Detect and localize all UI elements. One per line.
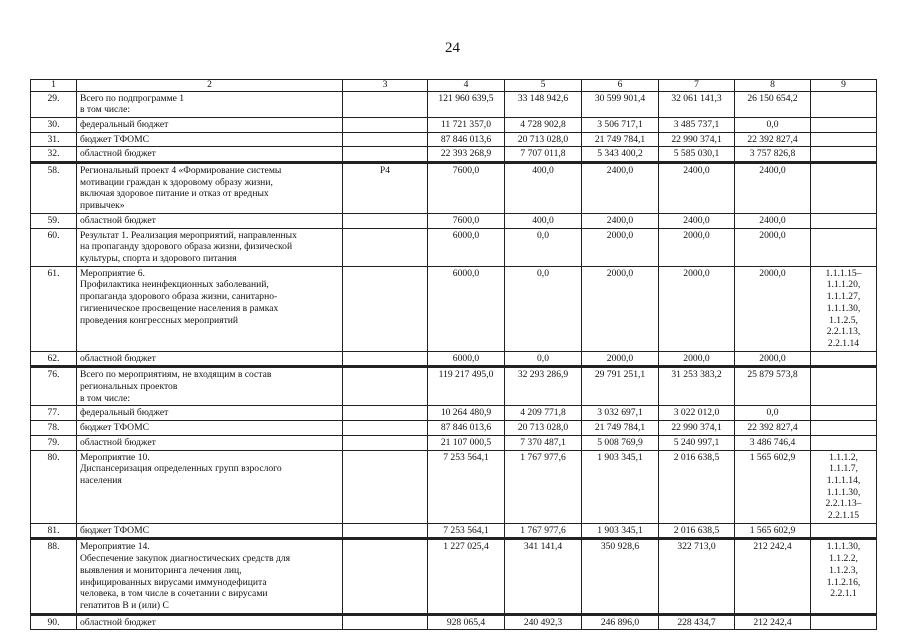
value-col8-cell: 0,0 — [735, 117, 811, 132]
value-col4-cell: 119 217 495,0 — [428, 367, 505, 406]
value-col5-cell: 32 293 286,9 — [505, 367, 582, 406]
row-name-cell: бюджет ТФОМС — [77, 523, 343, 539]
row-name-cell: Всего по мероприятиям, не входящим в состав региональных проектов в том числе: — [77, 367, 343, 406]
row-reference-cell — [811, 406, 877, 421]
value-col5-cell: 341 141,4 — [505, 539, 582, 614]
row-reference-cell: 1.1.1.30, 1.1.2.2, 1.1.2.3, 1.1.2.16, 2.2.1.1 — [811, 539, 877, 614]
row-number-cell: 78. — [31, 421, 77, 436]
value-col7-cell: 22 990 374,1 — [659, 421, 735, 436]
row-reference-cell — [811, 132, 877, 147]
row-number-cell: 58. — [31, 163, 77, 214]
budget-table — [30, 79, 877, 630]
table-row — [31, 406, 877, 421]
row-reference-cell — [811, 435, 877, 450]
row-code-cell — [343, 406, 428, 421]
header-row — [31, 80, 877, 92]
row-reference-cell — [811, 117, 877, 132]
row-reference-cell — [811, 367, 877, 406]
value-col4-cell: 87 846 013,6 — [428, 421, 505, 436]
row-code-cell — [343, 213, 428, 228]
row-number-cell: 76. — [31, 367, 77, 406]
table-row — [31, 91, 877, 117]
value-col6-cell: 2400,0 — [582, 163, 659, 214]
row-number-cell: 80. — [31, 450, 77, 523]
page-number: 24 — [445, 40, 460, 56]
row-number-cell: 79. — [31, 435, 77, 450]
row-number-cell: 81. — [31, 523, 77, 539]
row-number-cell: 90. — [31, 614, 77, 630]
table-row — [31, 351, 877, 367]
table-row — [31, 163, 877, 214]
row-code-cell — [343, 351, 428, 367]
table-row — [31, 132, 877, 147]
value-col8-cell: 2400,0 — [735, 213, 811, 228]
value-col8-cell: 1 565 602,9 — [735, 523, 811, 539]
value-col6-cell: 2000,0 — [582, 351, 659, 367]
value-col4-cell: 87 846 013,6 — [428, 132, 505, 147]
value-col8-cell: 22 392 827,4 — [735, 421, 811, 436]
row-code-cell — [343, 523, 428, 539]
row-name-cell: Всего по подпрограмме 1 в том числе: — [77, 91, 343, 117]
table-row — [31, 266, 877, 351]
header-cell: 2 — [77, 80, 343, 92]
value-col4-cell: 22 393 268,9 — [428, 147, 505, 163]
value-col6-cell: 2000,0 — [582, 228, 659, 266]
value-col6-cell: 350 928,6 — [582, 539, 659, 614]
value-col8-cell: 0,0 — [735, 406, 811, 421]
table-row — [31, 421, 877, 436]
value-col5-cell: 400,0 — [505, 163, 582, 214]
value-col8-cell: 25 879 573,8 — [735, 367, 811, 406]
value-col4-cell: 928 065,4 — [428, 614, 505, 630]
value-col7-cell: 2000,0 — [659, 351, 735, 367]
value-col4-cell: 7 253 564,1 — [428, 450, 505, 523]
row-name-cell: бюджет ТФОМС — [77, 421, 343, 436]
value-col8-cell: 2000,0 — [735, 266, 811, 351]
value-col6-cell: 2000,0 — [582, 266, 659, 351]
row-code-cell — [343, 91, 428, 117]
row-name-cell: федеральный бюджет — [77, 117, 343, 132]
row-name-cell: Результат 1. Реализация мероприятий, направленных на пропаганду здорового образа жизни, физической культуры, спорта и здорового питания — [77, 228, 343, 266]
row-code-cell — [343, 435, 428, 450]
value-col7-cell: 2 016 638,5 — [659, 523, 735, 539]
header-cell: 7 — [659, 80, 735, 92]
row-number-cell: 31. — [31, 132, 77, 147]
value-col4-cell: 6000,0 — [428, 266, 505, 351]
value-col7-cell: 5 585 030,1 — [659, 147, 735, 163]
value-col8-cell: 2000,0 — [735, 351, 811, 367]
row-name-cell: областной бюджет — [77, 213, 343, 228]
value-col8-cell: 212 242,4 — [735, 539, 811, 614]
row-code-cell — [343, 421, 428, 436]
row-name-cell: Мероприятие 10. Диспансеризация определенных групп взрослого населения — [77, 450, 343, 523]
row-reference-cell: 1.1.1.2, 1.1.1.7, 1.1.1.14, 1.1.1.30, 2.2.1.13–2.2.1.15 — [811, 450, 877, 523]
value-col6-cell: 3 506 717,1 — [582, 117, 659, 132]
value-col5-cell: 4 209 771,8 — [505, 406, 582, 421]
value-col4-cell: 6000,0 — [428, 228, 505, 266]
row-number-cell: 30. — [31, 117, 77, 132]
value-col7-cell: 2000,0 — [659, 228, 735, 266]
row-name-cell: областной бюджет — [77, 435, 343, 450]
value-col5-cell: 0,0 — [505, 266, 582, 351]
header-cell: 4 — [428, 80, 505, 92]
value-col5-cell: 400,0 — [505, 213, 582, 228]
value-col7-cell: 2000,0 — [659, 266, 735, 351]
row-code-cell — [343, 266, 428, 351]
header-cell: 8 — [735, 80, 811, 92]
row-code-cell — [343, 147, 428, 163]
value-col7-cell: 22 990 374,1 — [659, 132, 735, 147]
row-reference-cell — [811, 523, 877, 539]
row-number-cell: 60. — [31, 228, 77, 266]
header-cell: 6 — [582, 80, 659, 92]
header-cell: 5 — [505, 80, 582, 92]
row-number-cell: 61. — [31, 266, 77, 351]
header-cell: 3 — [343, 80, 428, 92]
value-col8-cell: 22 392 827,4 — [735, 132, 811, 147]
table-row — [31, 228, 877, 266]
value-col4-cell: 21 107 000,5 — [428, 435, 505, 450]
value-col4-cell: 7 253 564,1 — [428, 523, 505, 539]
value-col4-cell: 7600,0 — [428, 163, 505, 214]
table-row — [31, 213, 877, 228]
row-code-cell — [343, 450, 428, 523]
value-col8-cell: 3 486 746,4 — [735, 435, 811, 450]
value-col7-cell: 322 713,0 — [659, 539, 735, 614]
value-col5-cell: 240 492,3 — [505, 614, 582, 630]
value-col7-cell: 2 016 638,5 — [659, 450, 735, 523]
value-col5-cell: 0,0 — [505, 351, 582, 367]
row-number-cell: 77. — [31, 406, 77, 421]
table-row — [31, 523, 877, 539]
row-code-cell: P4 — [343, 163, 428, 214]
table-row — [31, 147, 877, 163]
value-col5-cell: 1 767 977,6 — [505, 523, 582, 539]
value-col8-cell: 1 565 602,9 — [735, 450, 811, 523]
row-name-cell: областной бюджет — [77, 351, 343, 367]
row-number-cell: 29. — [31, 91, 77, 117]
value-col7-cell: 228 434,7 — [659, 614, 735, 630]
row-code-cell — [343, 132, 428, 147]
value-col7-cell: 3 022 012,0 — [659, 406, 735, 421]
value-col8-cell: 26 150 654,2 — [735, 91, 811, 117]
value-col5-cell: 0,0 — [505, 228, 582, 266]
value-col6-cell: 3 032 697,1 — [582, 406, 659, 421]
row-name-cell: областной бюджет — [77, 614, 343, 630]
value-col5-cell: 33 148 942,6 — [505, 91, 582, 117]
table-row — [31, 614, 877, 630]
value-col6-cell: 21 749 784,1 — [582, 132, 659, 147]
row-reference-cell: 1.1.1.15–1.1.1.20, 1.1.1.27, 1.1.1.30, 1.1.2.5, 2.2.1.13, 2.2.1.14 — [811, 266, 877, 351]
value-col8-cell: 2000,0 — [735, 228, 811, 266]
value-col7-cell: 2400,0 — [659, 213, 735, 228]
row-number-cell: 32. — [31, 147, 77, 163]
value-col6-cell: 1 903 345,1 — [582, 523, 659, 539]
row-name-cell: Мероприятие 6. Профилактика неинфекционных заболеваний, пропаганда здорового образа жизни, санитарно- гигиеническое просвещение населения в рамках проведения конгрессных мероприятий — [77, 266, 343, 351]
value-col6-cell: 5 008 769,9 — [582, 435, 659, 450]
value-col7-cell: 5 240 997,1 — [659, 435, 735, 450]
value-col5-cell: 20 713 028,0 — [505, 421, 582, 436]
table-row — [31, 539, 877, 614]
row-number-cell: 62. — [31, 351, 77, 367]
value-col4-cell: 6000,0 — [428, 351, 505, 367]
table-row — [31, 367, 877, 406]
value-col6-cell: 2400,0 — [582, 213, 659, 228]
value-col8-cell: 3 757 826,8 — [735, 147, 811, 163]
row-number-cell: 59. — [31, 213, 77, 228]
value-col6-cell: 5 343 400,2 — [582, 147, 659, 163]
value-col8-cell: 212 242,4 — [735, 614, 811, 630]
table-row — [31, 117, 877, 132]
row-code-cell — [343, 228, 428, 266]
value-col5-cell: 1 767 977,6 — [505, 450, 582, 523]
row-reference-cell — [811, 147, 877, 163]
value-col4-cell: 11 721 357,0 — [428, 117, 505, 132]
value-col4-cell: 1 227 025,4 — [428, 539, 505, 614]
value-col7-cell: 32 061 141,3 — [659, 91, 735, 117]
row-name-cell: бюджет ТФОМС — [77, 132, 343, 147]
row-code-cell — [343, 614, 428, 630]
row-name-cell: областной бюджет — [77, 147, 343, 163]
value-col6-cell: 30 599 901,4 — [582, 91, 659, 117]
value-col4-cell: 10 264 480,9 — [428, 406, 505, 421]
value-col5-cell: 4 728 902,8 — [505, 117, 582, 132]
value-col5-cell: 20 713 028,0 — [505, 132, 582, 147]
row-reference-cell — [811, 91, 877, 117]
row-code-cell — [343, 367, 428, 406]
header-cell: 1 — [31, 80, 77, 92]
row-reference-cell — [811, 163, 877, 214]
value-col4-cell: 7600,0 — [428, 213, 505, 228]
row-number-cell: 88. — [31, 539, 77, 614]
row-name-cell: Мероприятие 14. Обеспечение закупок диагностических средств для выявления и мониторинга лечения лиц, инфицированных вирусами иммунодефицита человека, в том числе в сочетании с вирусами гепатитов В и (или) С — [77, 539, 343, 614]
row-reference-cell — [811, 351, 877, 367]
row-reference-cell — [811, 614, 877, 630]
row-reference-cell — [811, 421, 877, 436]
row-code-cell — [343, 539, 428, 614]
value-col6-cell: 29 791 251,1 — [582, 367, 659, 406]
row-reference-cell — [811, 213, 877, 228]
table-row — [31, 450, 877, 523]
table-row — [31, 435, 877, 450]
value-col8-cell: 2400,0 — [735, 163, 811, 214]
value-col7-cell: 3 485 737,1 — [659, 117, 735, 132]
value-col7-cell: 31 253 383,2 — [659, 367, 735, 406]
value-col6-cell: 21 749 784,1 — [582, 421, 659, 436]
header-cell: 9 — [811, 80, 877, 92]
value-col4-cell: 121 960 639,5 — [428, 91, 505, 117]
value-col5-cell: 7 707 011,8 — [505, 147, 582, 163]
row-reference-cell — [811, 228, 877, 266]
row-name-cell: Региональный проект 4 «Формирование системы мотивации граждан к здоровому образу жизни, включая здоровое питание и отказ от вредных привычек» — [77, 163, 343, 214]
value-col6-cell: 1 903 345,1 — [582, 450, 659, 523]
value-col5-cell: 7 370 487,1 — [505, 435, 582, 450]
row-name-cell: федеральный бюджет — [77, 406, 343, 421]
row-code-cell — [343, 117, 428, 132]
value-col6-cell: 246 896,0 — [582, 614, 659, 630]
value-col7-cell: 2400,0 — [659, 163, 735, 214]
